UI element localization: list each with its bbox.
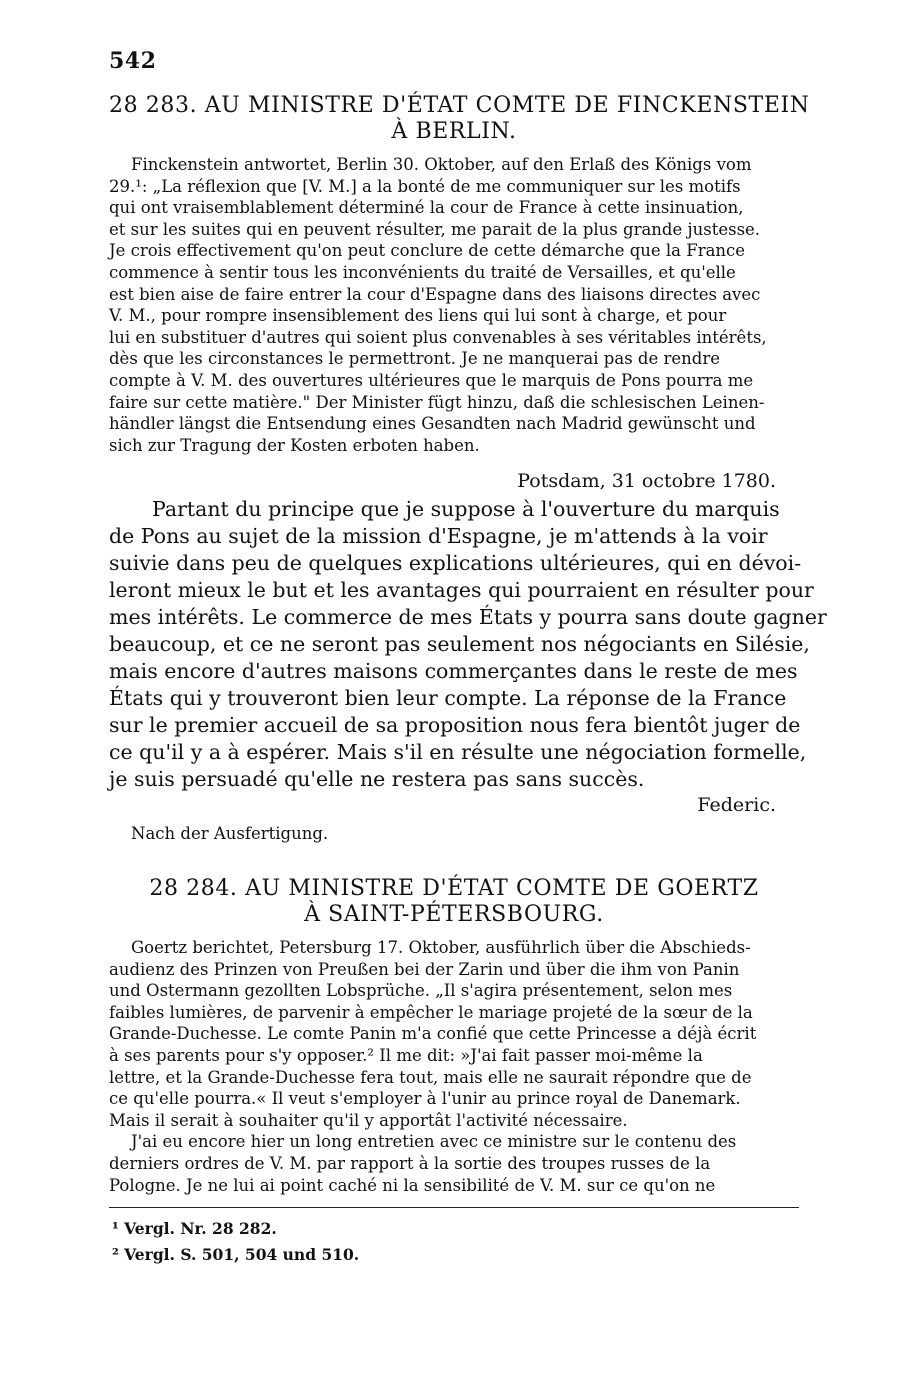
summary-line: commence à sentir tous les inconvénients du traité de Versailles, et qu'elle bbox=[109, 262, 736, 282]
heading-line: 28 283. AU MINISTRE D'ÉTAT COMTE DE FINCKENSTEIN bbox=[109, 93, 810, 118]
body-line: mes intérêts. Le commerce de mes États y pourra sans doute gagner bbox=[109, 605, 827, 629]
footnote: ¹ Vergl. Nr. 28 282. bbox=[112, 1219, 277, 1238]
summary-line: J'ai eu encore hier un long entretien avec ce ministre sur le contenu des bbox=[131, 1132, 737, 1152]
summary-line: est bien aise de faire entrer la cour d'Espagne dans des liaisons directes avec bbox=[109, 284, 761, 304]
summary-line: lui en substituer d'autres qui soient plus convenables à ses véritables intérêts, bbox=[109, 327, 767, 347]
summary-line: qui ont vraisemblablement déterminé la cour de France à cette insinuation, bbox=[109, 198, 744, 218]
heading-line: 28 284. AU MINISTRE D'ÉTAT COMTE DE GOERTZ bbox=[149, 876, 759, 901]
summary-line: dès que les circonstances le permettront. Je ne manquerai pas de rendre bbox=[109, 349, 720, 369]
summary-line: Pologne. Je ne lui ai point caché ni la sensibilité de V. M. sur ce qu'on ne bbox=[109, 1175, 716, 1195]
summary-line: audienz des Prinzen von Preußen bei der Zarin und über die ihm von Panin bbox=[109, 959, 740, 979]
letter-summary bbox=[109, 937, 799, 1196]
summary-line: faibles lumières, de parvenir à empêcher le mariage projeté de la sœur de la bbox=[109, 1002, 753, 1022]
summary-line: händler längst die Entsendung eines Gesandten nach Madrid gewünscht und bbox=[109, 414, 756, 434]
body-line: États qui y trouveront bien leur compte. La réponse de la France bbox=[109, 686, 787, 710]
body-line: mais encore d'autres maisons commerçantes dans le reste de mes bbox=[109, 659, 798, 683]
signature: Federic. bbox=[697, 794, 776, 816]
summary-line: à ses parents pour s'y opposer.² Il me dit: »J'ai fait passer moi-même la bbox=[109, 1045, 703, 1065]
body-line: Partant du principe que je suppose à l'ouverture du marquis bbox=[152, 497, 780, 521]
body-line: beaucoup, et ce ne seront pas seulement nos négociants en Silésie, bbox=[109, 632, 810, 656]
summary-line: 29.¹: „La réflexion que [V. M.] a la bonté de me communiquer sur les motifs bbox=[109, 176, 741, 196]
letter-summary bbox=[109, 154, 799, 456]
body-line: sur le premier accueil de sa proposition nous fera bientôt juger de bbox=[109, 713, 801, 737]
page-number: 542 bbox=[109, 48, 157, 74]
summary-line: Je crois effectivement qu'on peut conclure de cette démarche que la France bbox=[109, 241, 746, 261]
letter-heading bbox=[109, 93, 810, 145]
footnotes bbox=[112, 1216, 359, 1268]
source-note: Nach der Ausfertigung. bbox=[131, 824, 329, 843]
summary-line: derniers ordres de V. M. par rapport à la sortie des troupes russes de la bbox=[109, 1153, 711, 1173]
summary-line: Mais il serait à souhaiter qu'il y apportât l'activité nécessaire. bbox=[109, 1110, 628, 1130]
summary-line: et sur les suites qui en peuvent résulter, me parait de la plus grande justesse. bbox=[109, 219, 761, 239]
body-line: ce qu'il y a à espérer. Mais s'il en résulte une négociation formelle, bbox=[109, 740, 807, 764]
body-line: je suis persuadé qu'elle ne restera pas sans succès. bbox=[109, 767, 645, 791]
body-line: suivie dans peu de quelques explications ultérieures, qui en dévoi- bbox=[109, 551, 802, 575]
body-line: de Pons au sujet de la mission d'Espagne, je m'attends à la voir bbox=[109, 524, 768, 548]
summary-line: compte à V. M. des ouvertures ultérieures que le marquis de Pons pourra me bbox=[109, 370, 754, 390]
heading-line: À BERLIN. bbox=[391, 119, 517, 144]
summary-line: Grande-Duchesse. Le comte Panin m'a confié que cette Princesse a déjà écrit bbox=[109, 1024, 757, 1044]
summary-line: Goertz berichtet, Petersburg 17. Oktober, ausführlich über die Abschieds- bbox=[131, 938, 751, 957]
summary-line: faire sur cette matière." Der Minister fügt hinzu, daß die schlesischen Leinen- bbox=[109, 392, 765, 412]
summary-line: ce qu'elle pourra.« Il veut s'employer à l'unir au prince royal de Danemark. bbox=[109, 1089, 741, 1109]
summary-line: sich zur Tragung der Kosten erboten haben. bbox=[109, 435, 480, 455]
footnote-divider bbox=[109, 1207, 799, 1208]
dateline: Potsdam, 31 octobre 1780. bbox=[517, 470, 776, 492]
heading-line: À SAINT-PÉTERSBOURG. bbox=[304, 902, 604, 927]
summary-line: Finckenstein antwortet, Berlin 30. Oktober, auf den Erlaß des Königs vom bbox=[131, 155, 752, 174]
summary-line: lettre, et la Grande-Duchesse fera tout, mais elle ne saurait répondre que de bbox=[109, 1067, 752, 1087]
letter-heading bbox=[109, 876, 799, 928]
body-line: leront mieux le but et les avantages qui pourraient en résulter pour bbox=[109, 578, 814, 602]
letter-body bbox=[109, 496, 827, 793]
summary-line: und Ostermann gezollten Lobsprüche. „Il s'agira présentement, selon mes bbox=[109, 981, 733, 1001]
summary-line: V. M., pour rompre insensiblement des liens qui lui sont à charge, et pour bbox=[109, 306, 727, 326]
footnote: ² Vergl. S. 501, 504 und 510. bbox=[112, 1245, 360, 1264]
